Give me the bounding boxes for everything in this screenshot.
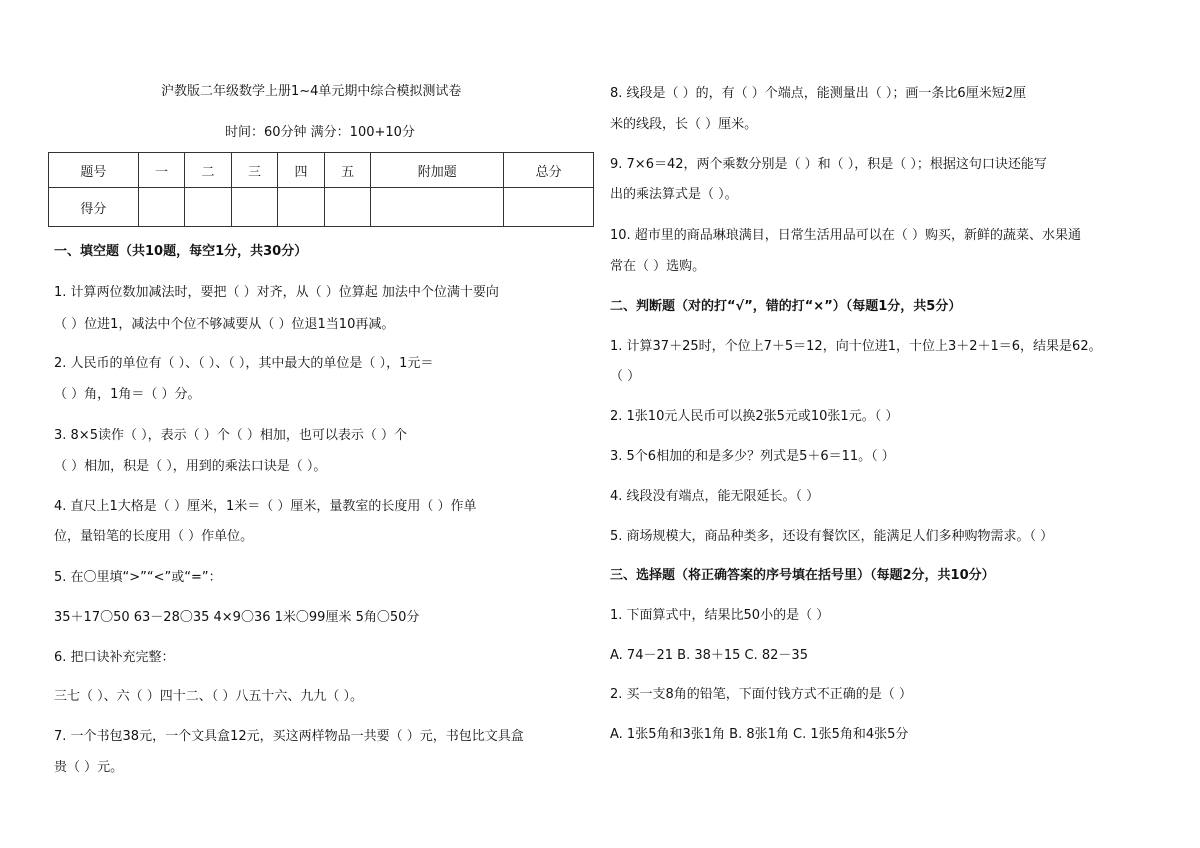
- row-label: 得分: [49, 188, 139, 227]
- answer-options: A. 74－21 B. 38＋15 C. 82－35: [610, 648, 808, 663]
- question-line: 三七（ ）、六（ ）四十二、（ ）八五十六、九九（ ）。: [54, 689, 364, 704]
- question-line: 3. 5个6相加的和是多少？列式是5＋6＝11。（ ）: [610, 449, 895, 464]
- score-table-score-row: [49, 188, 594, 227]
- question-line: 2. 人民币的单位有（ ）、（ ）、（ ），其中最大的单位是（ ），1元＝: [54, 356, 434, 371]
- question-line: 4. 线段没有端点，能无限延长。（ ）: [610, 489, 820, 504]
- question-line: 5. 商场规模大，商品种类多，还设有餐饮区，能满足人们多种购物需求。（ ）: [610, 529, 1054, 544]
- question-line: 4. 直尺上1大格是（ ）厘米，1米＝（ ）厘米，量教室的长度用（ ）作单: [54, 499, 477, 514]
- exam-info: 时间：60分钟 满分：100+10分: [225, 125, 415, 140]
- score-table: [48, 152, 594, 227]
- score-cell[interactable]: [371, 188, 504, 227]
- question-line: 7. 一个书包38元，一个文具盒12元，买这两样物品一共要（ ）元，书包比文具盒: [54, 729, 524, 744]
- section2-heading: 二、判断题（对的打“√”，错的打“×”）（每题1分，共5分）: [610, 299, 962, 314]
- question-line: （ ）位进1，减法中个位不够减要从（ ）位退1当10再减。: [54, 317, 395, 332]
- header-cell: 题号: [49, 153, 139, 188]
- header-cell: 附加题: [371, 153, 504, 188]
- question-line: 10. 超市里的商品琳琅满目，日常生活用品可以在（ ）购买，新鲜的蔬菜、水果通: [610, 228, 1081, 243]
- header-cell: 四: [278, 153, 325, 188]
- question-line: 6. 把口诀补充完整：: [54, 650, 175, 665]
- answer-options: A. 1张5角和3张1角 B. 8张1角 C. 1张5角和4张5分: [610, 727, 909, 742]
- header-cell: 总分: [504, 153, 594, 188]
- header-cell: 五: [324, 153, 371, 188]
- section1-heading: 一、填空题（共10题，每空1分，共30分）: [54, 244, 308, 259]
- question-line: 8. 线段是（ ）的，有（ ）个端点，能测量出（ ）；画一条比6厘米短2厘: [610, 86, 1026, 101]
- score-cell[interactable]: [504, 188, 594, 227]
- section3-heading: 三、选择题（将正确答案的序号填在括号里）（每题2分，共10分）: [610, 568, 995, 583]
- score-cell[interactable]: [278, 188, 325, 227]
- score-cell[interactable]: [138, 188, 185, 227]
- score-cell[interactable]: [324, 188, 371, 227]
- header-cell: 一: [138, 153, 185, 188]
- score-cell[interactable]: [185, 188, 232, 227]
- header-cell: 二: [185, 153, 232, 188]
- question-line: （ ）相加，积是（ ），用到的乘法口诀是（ ）。: [54, 459, 327, 474]
- question-line: 米的线段，长（ ）厘米。: [610, 117, 758, 132]
- header-cell: 三: [231, 153, 278, 188]
- question-line: （ ）: [610, 369, 641, 384]
- question-line: 1. 计算37＋25时，个位上7＋5＝12，向十位进1，十位上3＋2＋1＝6，结果是62。: [610, 339, 1102, 354]
- question-line: （ ）角，1角＝（ ）分。: [54, 387, 201, 402]
- question-line: 9. 7×6＝42，两个乘数分别是（ ）和（ ），积是（ ）；根据这句口诀还能写: [610, 157, 1047, 172]
- question-line: 2. 1张10元人民币可以换2张5元或10张1元。（ ）: [610, 409, 899, 424]
- question-line: 1. 计算两位数加减法时，要把（ ）对齐，从（ ）位算起 加法中个位满十要向: [54, 285, 499, 300]
- question-line: 贵（ ）元。: [54, 760, 124, 775]
- question-line: 1. 下面算式中，结果比50小的是（ ）: [610, 608, 830, 623]
- page-title: 沪教版二年级数学上册1~4单元期中综合模拟测试卷: [161, 84, 462, 99]
- question-line: 35＋17〇50 63－28〇35 4×9〇36 1米〇99厘米 5角〇50分: [54, 610, 420, 625]
- question-line: 出的乘法算式是（ ）。: [610, 187, 738, 202]
- question-line: 3. 8×5读作（ ），表示（ ）个（ ）相加，也可以表示（ ）个: [54, 428, 407, 443]
- question-line: 2. 买一支8角的铅笔，下面付钱方式不正确的是（ ）: [610, 687, 912, 702]
- question-line: 5. 在〇里填“>”“<”或“=”：: [54, 570, 222, 585]
- score-cell[interactable]: [231, 188, 278, 227]
- question-line: 常在（ ）选购。: [610, 259, 706, 274]
- score-table-header-row: [49, 153, 594, 188]
- question-line: 位，量铅笔的长度用（ ）作单位。: [54, 529, 254, 544]
